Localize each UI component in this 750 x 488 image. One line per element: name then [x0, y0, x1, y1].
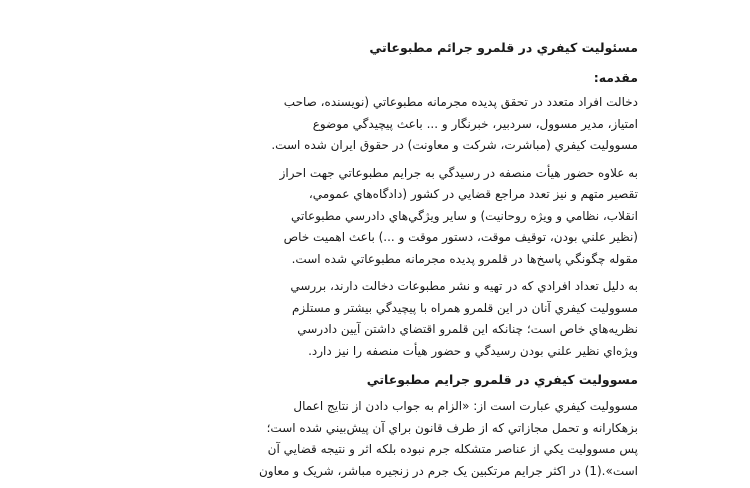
paragraph-line: به علاوه حضور هيأت منصفه در رسيدگي به جرايم مطبوعاتي جهت احراز: [279, 165, 638, 180]
paragraph-line: مسووليت كيفري عبارت است از: «الزام به جواب دادن از نتايج اعمال: [293, 399, 638, 413]
paragraph-line: بزهكارانه و تحمل مجازاتي كه از طرف قانون براي آن پيش‌بيني شده است؛: [266, 420, 638, 435]
paragraph-line: به دليل تعداد افرادي كه در تهيه و نشر مطبوعات دخالت دارند، بررسي: [290, 279, 638, 293]
paragraph-line: ويژه‌اي نظير علني بودن رسيدگي و حضور هيأت منصفه را نيز دارد.: [308, 343, 638, 358]
section-heading: مسووليت كيفري در قلمرو جرايم مطبوعاتي: [366, 372, 638, 387]
document-title: مسئوليت كيفري در قلمرو جرائم مطبوعاتي: [369, 40, 638, 55]
paragraph-line: است».(1) در اكثر جرايم مرتكبين يک جرم در زنجيره مباشر، شريک و معاون: [258, 463, 638, 478]
paragraph-line: انقلاب، نظامي و ويژه روحانيت) و ساير ويژگي‌هاي دادرسي مطبوعاتي: [290, 208, 638, 223]
paragraph-line: تقصير متهم و نيز تعدد مراجع قضايي در كشور (دادگاه‌هاي عمومي،: [308, 187, 638, 201]
document-body: [128, 36, 638, 488]
paragraph-line: پس مسووليت يكي از عناصر متشكله جرم نبوده بلكه اثر و نتيجه قضايي آن: [267, 442, 638, 456]
paragraph-line: نظريه‌هاي خاص است؛ چنانكه اين قلمرو اقتضاي داشتن آيين دادرسي: [297, 322, 638, 336]
paragraph-line: (نظير علني بودن، توقيف موقت، دستور موقت و ...) باعث اهميت خاص: [283, 230, 638, 244]
paragraph-3: [128, 276, 638, 362]
paragraph-line: مسووليت كيفري (مباشرت، شركت و معاونت) در حقوق ايران شده است.: [271, 138, 638, 152]
paragraph-line: امتياز، مدير مسوول، سردبير، خبرنگار و ... باعث پيچيدگي موضوع: [312, 116, 638, 131]
paragraph-line: مقوله چگونگي پاسخ‌ها در قلمرو پديده مجرمانه مطبوعاتي شده است.: [291, 251, 638, 266]
paragraph-2: [128, 163, 638, 271]
paragraph-1: [128, 92, 638, 157]
paragraph-line: مسووليت كيفري آنان در اين قلمرو همراه با پيچيدگي بيشتر و مستلزم: [291, 300, 638, 315]
paragraph-line: دخالت افراد متعدد در تحقق پديده مجرمانه مطبوعاتي (نويسنده، صاحب: [283, 95, 638, 109]
section-paragraph: [128, 396, 638, 482]
intro-heading: مقدمه:: [593, 70, 638, 85]
